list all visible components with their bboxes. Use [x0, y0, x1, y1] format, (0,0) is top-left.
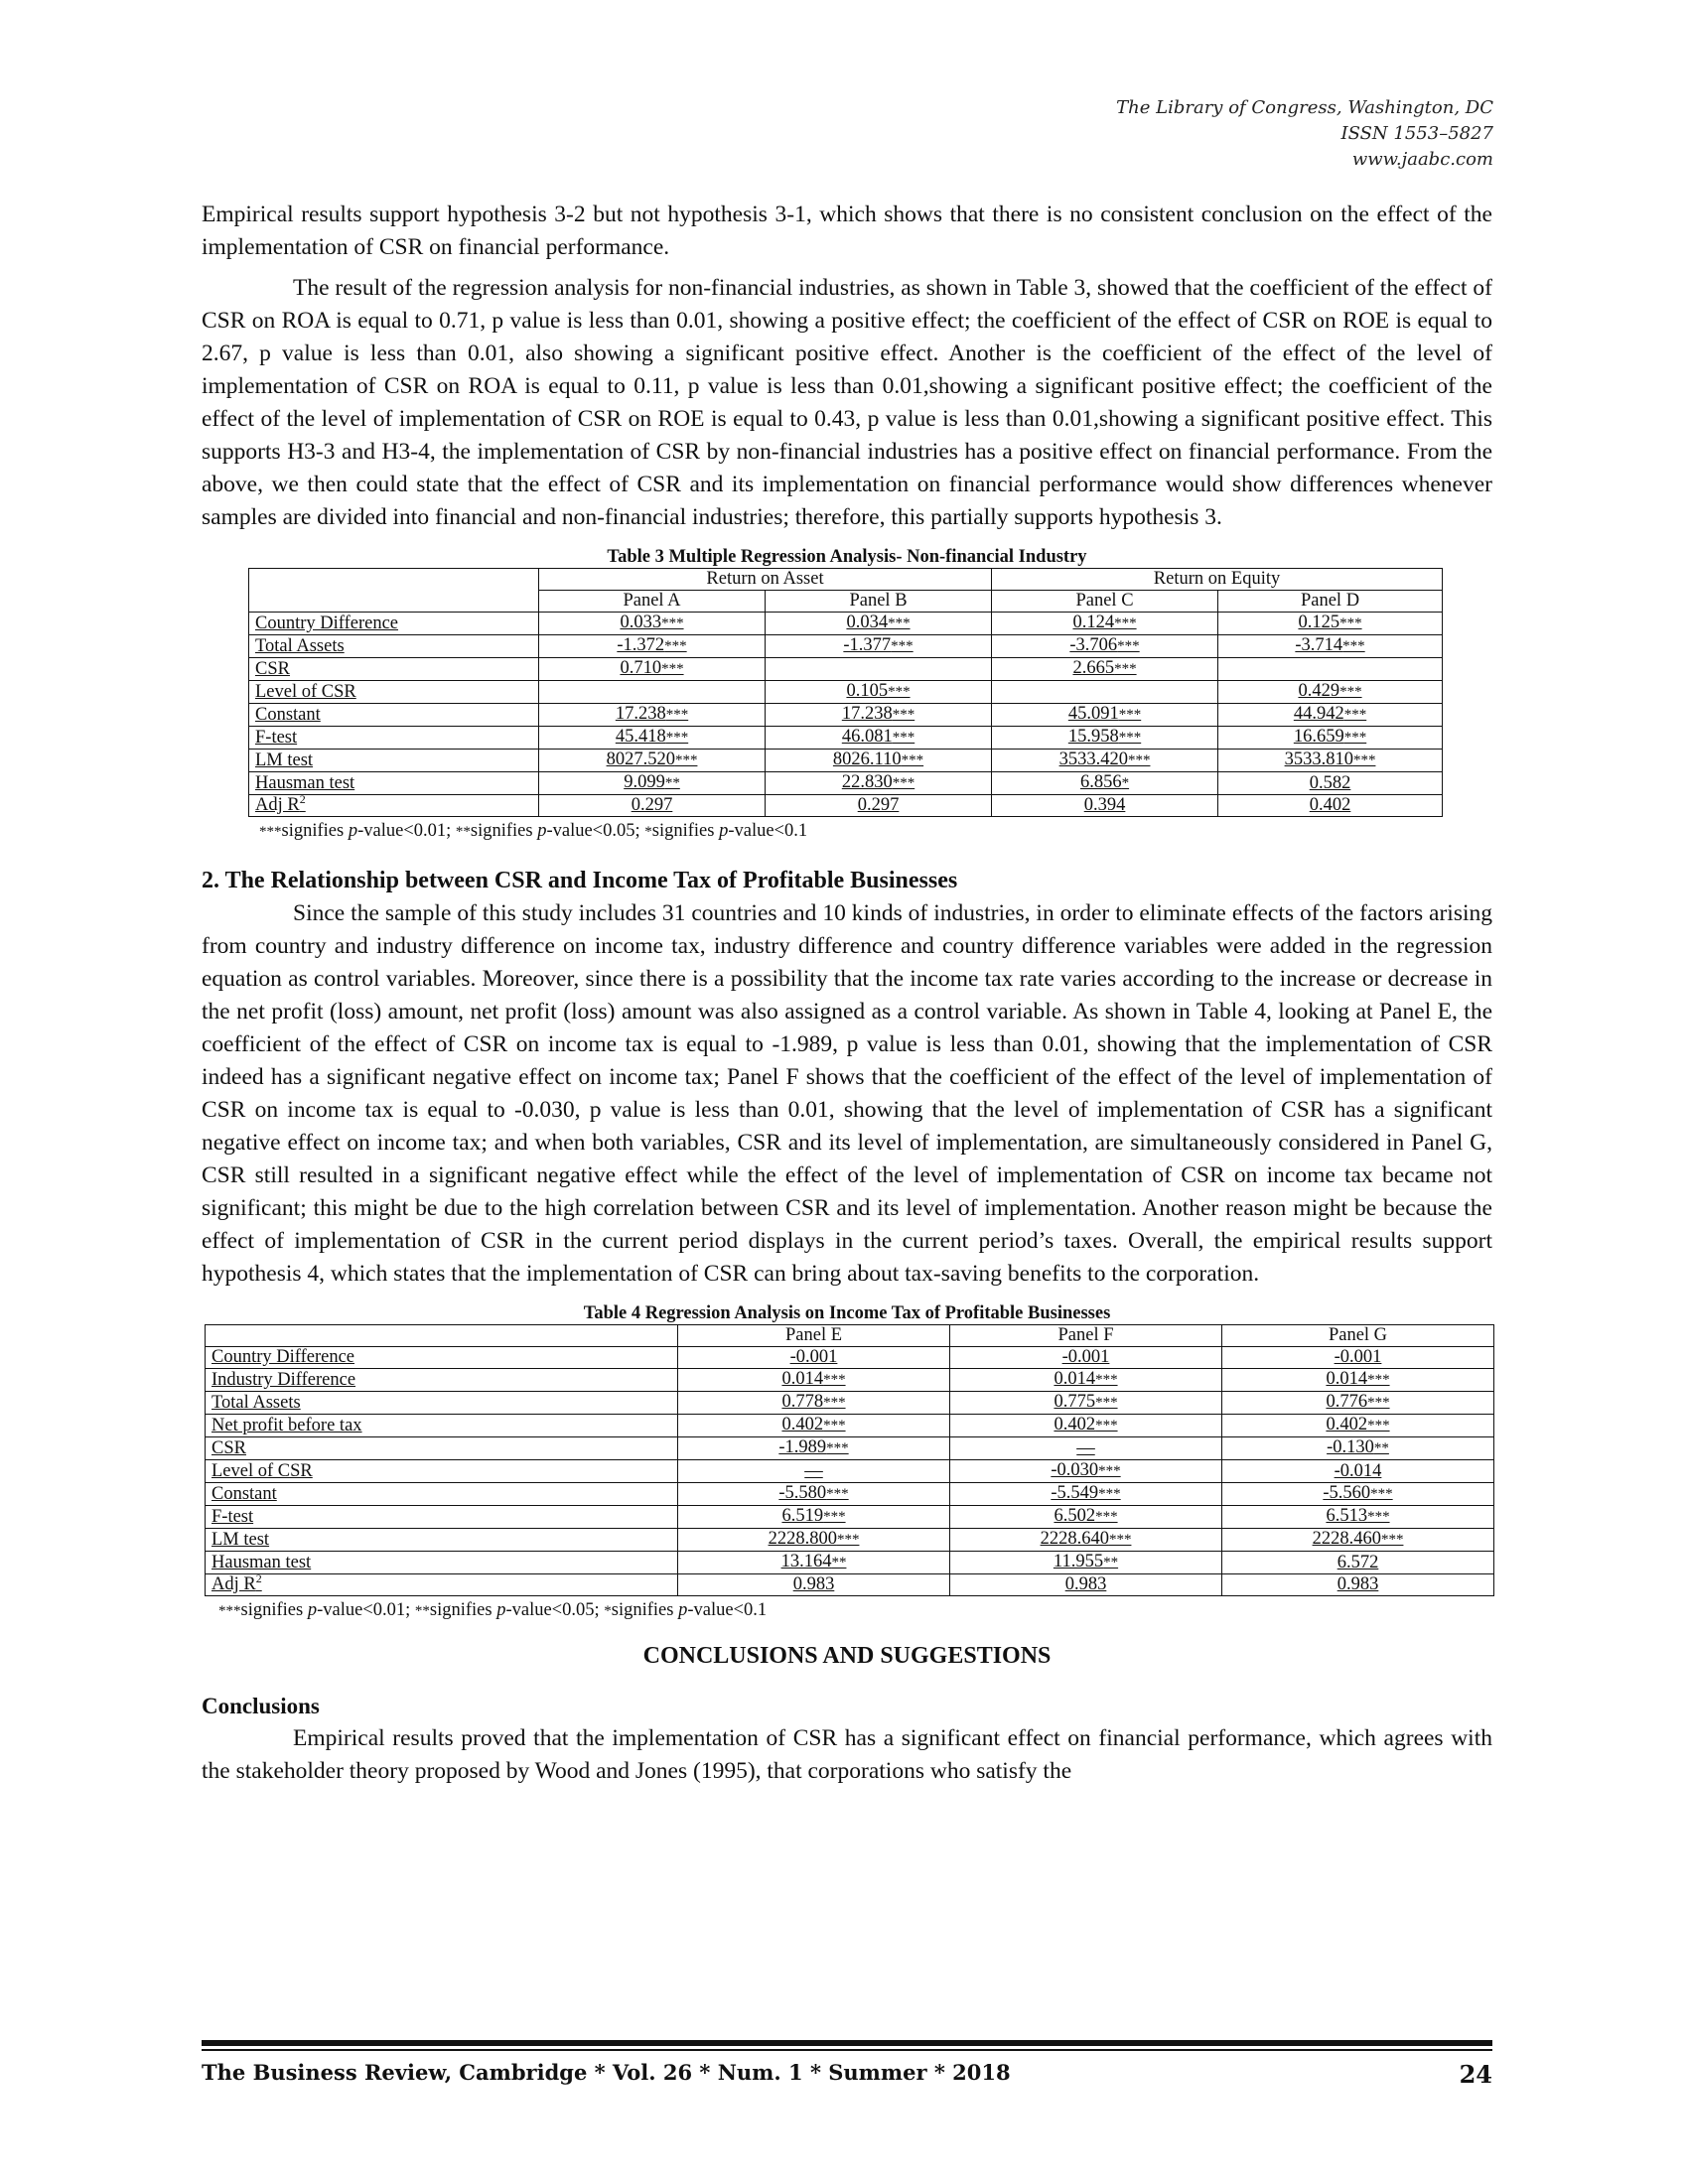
table-cell: -0.130** — [1222, 1437, 1494, 1460]
table-cell: 0.402*** — [950, 1415, 1222, 1437]
table-cell: 0.402*** — [1222, 1415, 1494, 1437]
table-cell: 45.418*** — [539, 727, 766, 750]
table-3-corner-cell — [249, 569, 539, 613]
table-cell: 2228.800*** — [678, 1529, 950, 1552]
row-label: Constant — [249, 704, 539, 727]
table-4-panel-header: Panel F — [950, 1325, 1222, 1347]
table-cell: 2.665*** — [992, 658, 1218, 681]
table-cell: -0.001 — [1222, 1347, 1494, 1369]
table-cell: -5.580*** — [678, 1483, 950, 1506]
table-4 — [205, 1324, 1494, 1596]
table-row — [206, 1506, 1494, 1529]
table-cell: -5.560*** — [1222, 1483, 1494, 1506]
table-cell: 0.983 — [1222, 1574, 1494, 1596]
table-3-panel-header: Panel A — [539, 591, 766, 613]
table-row — [206, 1347, 1494, 1369]
row-label: Total Assets — [249, 635, 539, 658]
table-cell: 17.238*** — [766, 704, 992, 727]
table-cell: 0.983 — [950, 1574, 1222, 1596]
table-cell: 17.238*** — [539, 704, 766, 727]
table-row — [249, 658, 1443, 681]
table-cell: 0.775*** — [950, 1392, 1222, 1415]
table-cell: — — [950, 1437, 1222, 1460]
table-cell: 6.519*** — [678, 1506, 950, 1529]
table-cell: 0.297 — [766, 795, 992, 817]
table-row — [206, 1460, 1494, 1483]
table-cell: -0.001 — [950, 1347, 1222, 1369]
table-cell: 6.513*** — [1222, 1506, 1494, 1529]
row-label: Country Difference — [206, 1347, 678, 1369]
journal-header — [1116, 95, 1493, 173]
table-cell: 45.091*** — [992, 704, 1218, 727]
table-row — [206, 1415, 1494, 1437]
table-cell — [1218, 658, 1443, 681]
table-cell: 6.572 — [1222, 1552, 1494, 1574]
paragraph-1: Empirical results support hypothesis 3-2 but not hypothesis 3-1, which shows that there is no consistent conclusion on the effect of the implementation of CSR on financial performance. — [202, 202, 1492, 260]
table-cell: 0.125*** — [1218, 613, 1443, 635]
row-label: Hausman test — [206, 1552, 678, 1574]
table-cell: 0.014*** — [678, 1369, 950, 1392]
table-row — [249, 681, 1443, 704]
table-row — [206, 1529, 1494, 1552]
table-row — [249, 772, 1443, 795]
row-label: Total Assets — [206, 1392, 678, 1415]
table-3-group-header: Return on Equity — [992, 569, 1443, 591]
table-cell: -0.001 — [678, 1347, 950, 1369]
table-cell: 3533.810*** — [1218, 750, 1443, 772]
table-cell: 13.164** — [678, 1552, 950, 1574]
table-row — [206, 1369, 1494, 1392]
footer-rule — [202, 2040, 1492, 2051]
row-label: F-test — [249, 727, 539, 750]
table-row — [249, 727, 1443, 750]
table-row — [249, 635, 1443, 658]
table-cell: 22.830*** — [766, 772, 992, 795]
page-content — [202, 199, 1492, 1788]
row-label: Adj $R^2$ — [249, 795, 539, 817]
footer-journal: The Business Review, Cambridge * Vol. 26 * Num. 1 * Summer * 2018 — [202, 2060, 1011, 2085]
table-3-group-header: Return on Asset — [539, 569, 992, 591]
table-cell: 16.659*** — [1218, 727, 1443, 750]
table-cell — [992, 681, 1218, 704]
table-cell: 0.402 — [1218, 795, 1443, 817]
table-cell — [539, 681, 766, 704]
row-label: Hausman test — [249, 772, 539, 795]
table-4-panel-header-row — [206, 1325, 1494, 1347]
table-row — [249, 750, 1443, 772]
page-footer — [202, 2060, 1492, 2089]
table-cell: 3533.420*** — [992, 750, 1218, 772]
table-row — [249, 795, 1443, 817]
page-number: 24 — [1459, 2060, 1492, 2089]
table-cell: 0.778*** — [678, 1392, 950, 1415]
row-label: Adj $R^2$ — [206, 1574, 678, 1596]
table-3-group-header-row — [249, 569, 1443, 591]
table-3-panel-header: Panel D — [1218, 591, 1443, 613]
table-cell: -3.706*** — [992, 635, 1218, 658]
table-cell: 44.942*** — [1218, 704, 1443, 727]
table-cell: 11.955** — [950, 1552, 1222, 1574]
table-3 — [248, 568, 1443, 817]
table-cell: 0.983 — [678, 1574, 950, 1596]
table-4-panel-header: Panel E — [678, 1325, 950, 1347]
table-cell: 0.582 — [1218, 772, 1443, 795]
table-cell: 0.710*** — [539, 658, 766, 681]
table-cell: -1.377*** — [766, 635, 992, 658]
table-cell: 0.429*** — [1218, 681, 1443, 704]
table-3-note: ***signifies p-value<0.01; **signifies p-value<0.05; *signifies p-value<0.1 — [259, 821, 808, 841]
row-label: Constant — [206, 1483, 678, 1506]
table-3-panel-header: Panel C — [992, 591, 1218, 613]
table-cell: -1.989*** — [678, 1437, 950, 1460]
table-cell: 0.394 — [992, 795, 1218, 817]
table-cell: 0.034*** — [766, 613, 992, 635]
section-2-title: 2. The Relationship between CSR and Income Tax of Profitable Businesses — [202, 868, 958, 893]
table-4-caption: Table 4 Regression Analysis on Income Tax of Profitable Businesses — [583, 1303, 1111, 1323]
table-cell: 46.081*** — [766, 727, 992, 750]
table-cell: 0.014*** — [1222, 1369, 1494, 1392]
table-cell: -3.714*** — [1218, 635, 1443, 658]
table-cell: 8027.520*** — [539, 750, 766, 772]
table-row — [206, 1392, 1494, 1415]
table-4-corner-cell — [206, 1325, 678, 1347]
table-cell: — — [678, 1460, 950, 1483]
paragraph-4: Empirical results proved that the implementation of CSR has a significant effect on financial performance, which agrees with the stakeholder theory proposed by Wood and Jones (1995), that corporations who satisfy the — [202, 1725, 1492, 1784]
conclusions-heading: CONCLUSIONS AND SUGGESTIONS — [642, 1643, 1052, 1669]
row-label: LM test — [206, 1529, 678, 1552]
row-label: Industry Difference — [206, 1369, 678, 1392]
header-line-3[interactable]: www.jaabc.com — [1351, 149, 1493, 170]
table-4-body — [206, 1347, 1494, 1596]
table-cell: 15.958*** — [992, 727, 1218, 750]
table-cell: 0.014*** — [950, 1369, 1222, 1392]
table-3-body — [249, 613, 1443, 817]
row-label: LM test — [249, 750, 539, 772]
table-cell: 0.124*** — [992, 613, 1218, 635]
table-cell: -1.372*** — [539, 635, 766, 658]
table-cell — [766, 658, 992, 681]
table-cell: -0.014 — [1222, 1460, 1494, 1483]
table-cell: 6.502*** — [950, 1506, 1222, 1529]
table-cell: 8026.110*** — [766, 750, 992, 772]
table-cell: 0.776*** — [1222, 1392, 1494, 1415]
table-cell: 0.033*** — [539, 613, 766, 635]
table-row — [206, 1437, 1494, 1460]
table-row — [249, 613, 1443, 635]
paragraph-2: The result of the regression analysis for non-financial industries, as shown in Table 3, showed that the coefficient of the effect of CSR on ROA is equal to 0.71, p value is less than 0.01, showing a positive effect; the coefficient of the effect of CSR on ROE is equal to 2.67, p value is less than 0.01, also showing a significant positive effect. Another is the coefficient of the effect of the level of implementation of CSR on ROA is equal to 0.11, p value is less than 0.01,showing a significant positive effect; the coefficient of the effect of the level of implementation of CSR on ROE is equal to 0.43, p value is less than 0.01,showing a significant positive effect. This supports H3-3 and H3-4, the implementation of CSR by non-financial industries has a positive effect on financial performance. From the above, we then could state that the effect of CSR and its implementation on financial performance would show differences whenever samples are divided into financial and non-financial industries; therefore, this partially supports hypothesis 3. — [202, 275, 1492, 530]
conclusions-subheading: Conclusions — [202, 1694, 320, 1718]
table-3-caption: Table 3 Multiple Regression Analysis- Non-financial Industry — [607, 547, 1087, 567]
table-cell: 0.105*** — [766, 681, 992, 704]
row-label: CSR — [249, 658, 539, 681]
table-4-panel-header: Panel G — [1222, 1325, 1494, 1347]
table-cell: 0.402*** — [678, 1415, 950, 1437]
table-cell: 2228.640*** — [950, 1529, 1222, 1552]
row-label: Country Difference — [249, 613, 539, 635]
row-label: F-test — [206, 1506, 678, 1529]
table-cell: -5.549*** — [950, 1483, 1222, 1506]
table-row — [206, 1552, 1494, 1574]
table-cell: 0.297 — [539, 795, 766, 817]
table-cell: 9.099** — [539, 772, 766, 795]
paragraph-3: Since the sample of this study includes 31 countries and 10 kinds of industries, in order to eliminate effects of the factors arising from country and industry difference on income tax, industry difference and country difference variables were added in the regression equation as control variables. Moreover, since there is a possibility that the income tax rate varies according to the increase or decrease in the net profit (loss) amount, net profit (loss) amount was also assigned as a control variable. As shown in Table 4, looking at Panel E, the coefficient of the effect of CSR on income tax is equal to -1.989, p value is less than 0.01, showing that the implementation of CSR indeed has a significant negative effect on income tax; Panel F shows that the coefficient of the effect of the level of implementation of CSR on income tax is equal to -0.030, p value is less than 0.01, showing that the level of implementation of CSR has a significant negative effect on income tax; and when both variables, CSR and its level of implementation, are simultaneously considered in Panel G, CSR still resulted in a significant negative effect while the effect of the level of implementation of CSR on income tax became not significant; this might be due to the high correlation between CSR and its level of implementation. Another reason might be because the effect of implementation of CSR in the current period displays in the current period’s taxes. Overall, the empirical results support hypothesis 4, which states that the implementation of CSR can bring about tax-saving benefits to the corporation. — [202, 900, 1492, 1287]
row-label: Level of CSR — [249, 681, 539, 704]
row-label: Level of CSR — [206, 1460, 678, 1483]
table-row — [206, 1483, 1494, 1506]
header-line-1: The Library of Congress, Washington, DC — [1116, 97, 1493, 118]
table-3-panel-header: Panel B — [766, 591, 992, 613]
header-line-2: ISSN 1553–5827 — [1340, 123, 1493, 144]
table-row — [249, 704, 1443, 727]
table-4-note: ***signifies p-value<0.01; **signifies p-value<0.05; *signifies p-value<0.1 — [218, 1600, 768, 1620]
table-cell: 6.856* — [992, 772, 1218, 795]
table-cell: -0.030*** — [950, 1460, 1222, 1483]
table-cell: 2228.460*** — [1222, 1529, 1494, 1552]
row-label: Net profit before tax — [206, 1415, 678, 1437]
table-row — [206, 1574, 1494, 1596]
row-label: CSR — [206, 1437, 678, 1460]
